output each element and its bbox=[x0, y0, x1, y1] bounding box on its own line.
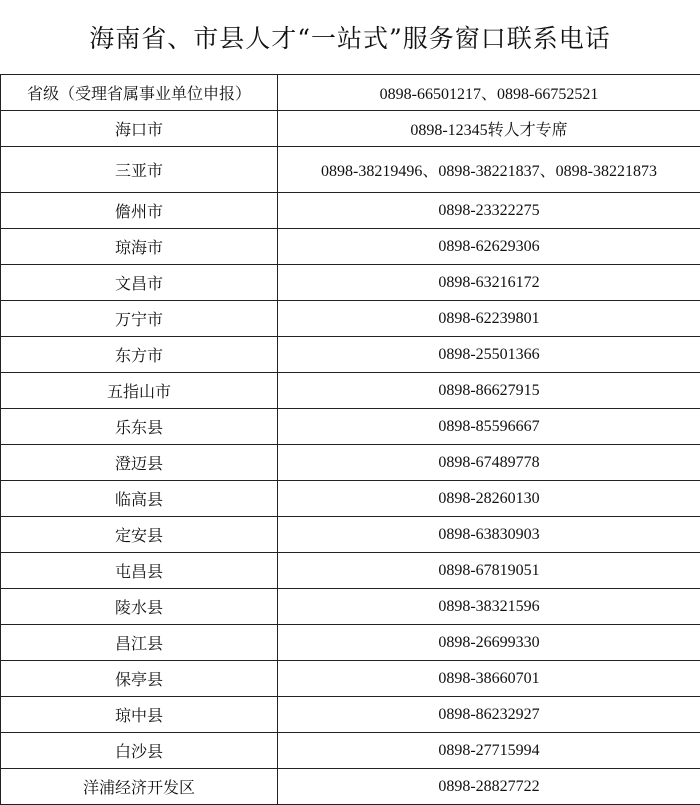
phone-cell: 0898-67489778 bbox=[278, 445, 700, 481]
region-cell: 屯昌县 bbox=[1, 553, 278, 589]
phone-cell: 0898-25501366 bbox=[278, 337, 700, 373]
phone-cell: 0898-67819051 bbox=[278, 553, 700, 589]
table-row bbox=[1, 625, 700, 661]
table-row bbox=[1, 373, 700, 409]
region-cell: 定安县 bbox=[1, 517, 278, 553]
table-row bbox=[1, 337, 700, 373]
region-cell: 临高县 bbox=[1, 481, 278, 517]
region-cell: 保亭县 bbox=[1, 661, 278, 697]
table-row bbox=[1, 445, 700, 481]
phone-cell: 0898-28260130 bbox=[278, 481, 700, 517]
table-row bbox=[1, 111, 700, 147]
region-cell: 琼中县 bbox=[1, 697, 278, 733]
phone-cell: 0898-12345转人才专席 bbox=[278, 111, 700, 147]
phone-cell: 0898-66501217、0898-66752521 bbox=[278, 75, 700, 111]
table-row bbox=[1, 589, 700, 625]
contact-table bbox=[0, 74, 700, 805]
table-row bbox=[1, 75, 700, 111]
phone-cell: 0898-62629306 bbox=[278, 229, 700, 265]
region-cell: 省级（受理省属事业单位申报） bbox=[1, 75, 278, 111]
region-cell: 陵水县 bbox=[1, 589, 278, 625]
page-title: 海南省、市县人才“一站式”服务窗口联系电话 bbox=[0, 0, 700, 74]
region-cell: 文昌市 bbox=[1, 265, 278, 301]
region-cell: 昌江县 bbox=[1, 625, 278, 661]
phone-cell: 0898-86232927 bbox=[278, 697, 700, 733]
region-cell: 白沙县 bbox=[1, 733, 278, 769]
phone-cell: 0898-26699330 bbox=[278, 625, 700, 661]
phone-cell: 0898-38660701 bbox=[278, 661, 700, 697]
region-cell: 儋州市 bbox=[1, 193, 278, 229]
phone-cell: 0898-23322275 bbox=[278, 193, 700, 229]
phone-cell: 0898-63216172 bbox=[278, 265, 700, 301]
table-row bbox=[1, 147, 700, 193]
table-row bbox=[1, 409, 700, 445]
table-row bbox=[1, 517, 700, 553]
table-row bbox=[1, 229, 700, 265]
region-cell: 海口市 bbox=[1, 111, 278, 147]
table-row bbox=[1, 697, 700, 733]
table-row bbox=[1, 301, 700, 337]
table-row bbox=[1, 553, 700, 589]
table-row bbox=[1, 661, 700, 697]
table-row bbox=[1, 193, 700, 229]
phone-cell: 0898-38219496、0898-38221837、0898-38221873 bbox=[278, 147, 700, 193]
region-cell: 洋浦经济开发区 bbox=[1, 769, 278, 805]
phone-cell: 0898-28827722 bbox=[278, 769, 700, 805]
table-row bbox=[1, 481, 700, 517]
region-cell: 三亚市 bbox=[1, 147, 278, 193]
phone-cell: 0898-62239801 bbox=[278, 301, 700, 337]
phone-cell: 0898-27715994 bbox=[278, 733, 700, 769]
region-cell: 澄迈县 bbox=[1, 445, 278, 481]
region-cell: 万宁市 bbox=[1, 301, 278, 337]
region-cell: 五指山市 bbox=[1, 373, 278, 409]
phone-cell: 0898-86627915 bbox=[278, 373, 700, 409]
table-row bbox=[1, 769, 700, 805]
phone-cell: 0898-63830903 bbox=[278, 517, 700, 553]
region-cell: 东方市 bbox=[1, 337, 278, 373]
table-row bbox=[1, 265, 700, 301]
region-cell: 乐东县 bbox=[1, 409, 278, 445]
table-row bbox=[1, 733, 700, 769]
region-cell: 琼海市 bbox=[1, 229, 278, 265]
phone-cell: 0898-38321596 bbox=[278, 589, 700, 625]
phone-cell: 0898-85596667 bbox=[278, 409, 700, 445]
